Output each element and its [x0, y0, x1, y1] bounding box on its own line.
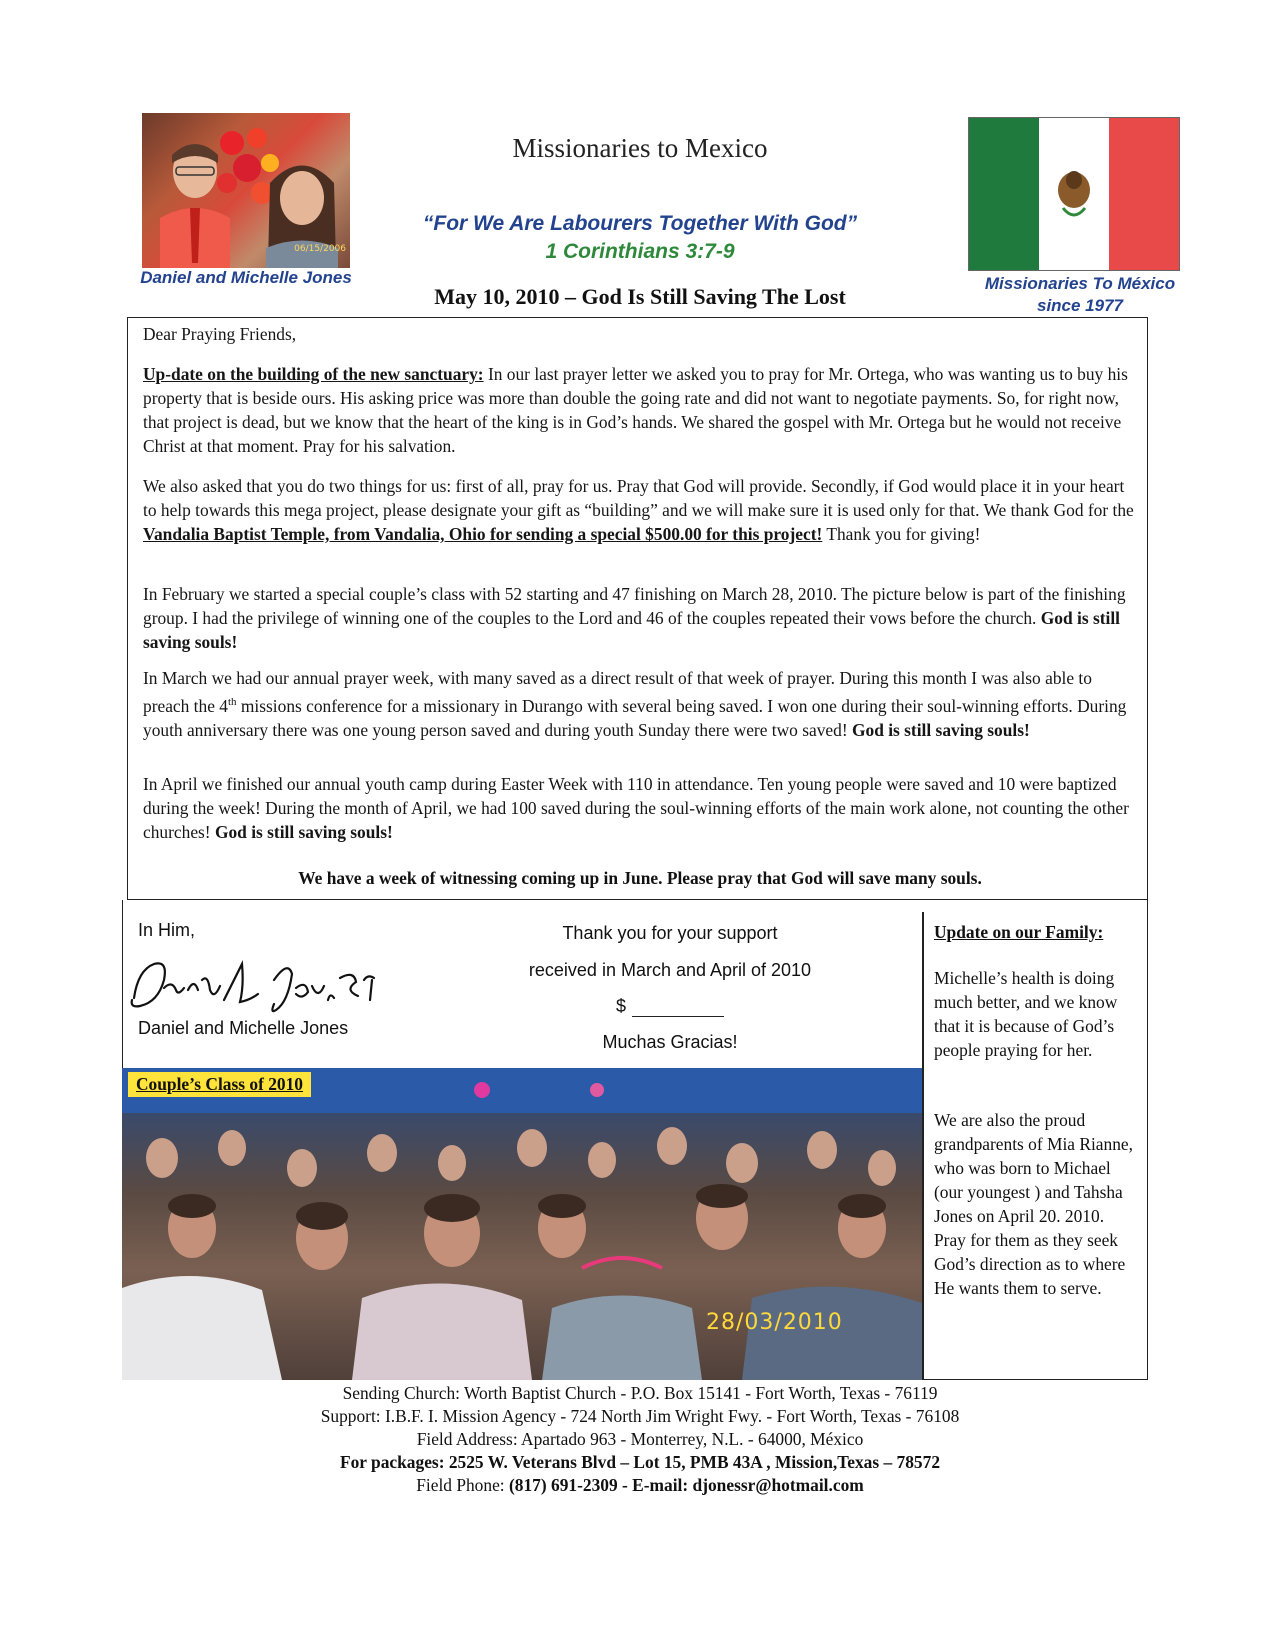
headline: May 10, 2010 – God Is Still Saving The Lost: [434, 284, 846, 309]
prayer-bold: God is still saving souls!: [851, 719, 1030, 740]
amount-blank: [480, 996, 860, 1017]
sanctuary-text: In our last prayer letter we asked you to pray for Mr. Ortega, who was wanting us to buy his property that is beside ours. His asking price was more than double the going rate and did not want to negotiate payments. So, for right now, that project is dead, but we know that the heart of the king is in God’s hands. We shared the gospel with Mr. Ortega but he would not receive Christ at that moment. Pray for his salvation.: [143, 364, 1128, 456]
family-paragraph-1: Michelle’s health is doing much better, and we know that it is because of God’s people praying for her.: [934, 968, 1118, 1060]
paragraph-prayer-week: [143, 666, 1138, 742]
footer-sending-church: Sending Church: Worth Baptist Church - P.O. Box 15141 - Fort Worth, Texas - 76119: [342, 1383, 938, 1403]
photo-label: Couple’s Class of 2010: [128, 1072, 311, 1097]
thanks-line1: Thank you for your support: [562, 923, 778, 943]
packages-address: 2525 W. Veterans Blvd – Lot 15, PMB 43A , Mission,Texas – 78572: [444, 1452, 941, 1472]
family-paragraph-2: We are also the proud grandparents of Mia Rianne, who was born to Michael (our youngest ) and Tahsha Jones on April 20. 2010. Pray for them as they seek God’s direction as to where He wants them to serve.: [934, 1110, 1133, 1298]
photo-date-stamp: 28/03/2010: [706, 1310, 843, 1335]
footer-support: Support: I.B.F. I. Mission Agency - 724 North Jim Wright Fwy. - Fort Worth, Texas - 76108: [320, 1406, 960, 1426]
prayer-text-b: missions conference for a missionary in Durango with several being saved. I won one during their soul-winning efforts. During youth anniversary there was one young person saved and during youth Sunday there were two saved!: [143, 695, 1127, 740]
verse-reference: 1 Corinthians 3:7-9: [545, 240, 735, 263]
phone-label: Field Phone:: [416, 1475, 509, 1495]
prayer-text-a: In March we had our annual prayer week, with many saved as a direct result of that week of prayer. During this month I was also able to preach the 4: [143, 668, 1092, 716]
signer-names: Daniel and Michelle Jones: [138, 1018, 349, 1038]
packages-label: For packages:: [339, 1452, 445, 1472]
closing-line: We have a week of witnessing coming up in June. Please pray that God will save many souls.: [298, 868, 982, 888]
couples-text: In February we started a special couple’s class with 52 starting and 47 finishing on March 28, 2010. The picture below is part of the finishing group. I had the privilege of winning one of the couples to the Lord and 46 of the couples repeated their vows before the church.: [143, 584, 1126, 628]
signoff-greeting: In Him,: [138, 920, 196, 940]
couples-bold: God is still saving souls!: [143, 608, 1120, 652]
currency-symbol: $: [615, 996, 626, 1016]
couple-photo: [142, 113, 350, 268]
flag-caption-line1: Missionaries To México: [984, 274, 1176, 293]
paragraph-building-gift: [143, 474, 1138, 546]
gift-text: We also asked that you do two things for us: first of all, pray for us. Pray that God will provide. Secondly, if God would place it in your heart to help towards this mega project, please designate your gift as “building” and we will make sure it is used only for that. We thank God for the: [143, 476, 1134, 520]
coat-of-arms-icon: [1039, 118, 1109, 268]
paragraph-sanctuary: [143, 362, 1138, 458]
signature-icon: [124, 950, 394, 1020]
footer-packages: [180, 1451, 1100, 1474]
salutation: Dear Praying Friends,: [143, 324, 297, 344]
phone-email: (817) 691-2309 - E-mail: djonessr@hotmail.com: [508, 1475, 864, 1495]
gracias: Muchas Gracias!: [602, 1032, 738, 1052]
family-heading: Update on our Family:: [934, 922, 1104, 942]
paragraph-couples-class: [143, 582, 1138, 654]
page-title: Missionaries to Mexico: [512, 133, 768, 163]
verse-text: “For We Are Labourers Together With God”: [422, 212, 858, 235]
sanctuary-heading: Up-date on the building of the new sanctuary:: [143, 364, 484, 384]
couple-caption: Daniel and Michelle Jones: [140, 268, 352, 287]
ordinal-suffix: th: [227, 696, 237, 708]
flag-caption-line2: since 1977: [1036, 296, 1123, 315]
man-figure: [160, 133, 230, 268]
paragraph-youth-camp: [143, 772, 1138, 844]
photo-date-stamp: 06/15/2006: [294, 244, 346, 254]
camp-bold: God is still saving souls!: [214, 822, 393, 842]
amount-line: [632, 998, 724, 1017]
footer-phone: [180, 1474, 1100, 1497]
flag-caption: [970, 273, 1190, 317]
thanks-line2: received in March and April of 2010: [528, 960, 812, 980]
mexico-flag-icon: [968, 117, 1180, 271]
verse: [390, 210, 890, 266]
column-divider: [922, 912, 924, 1380]
gift-highlight: Vandalia Baptist Temple, from Vandalia, Ohio for sending a special $500.00 for this project!: [143, 524, 823, 544]
camp-text: In April we finished our annual youth camp during Easter Week with 110 in attendance. Ten young people were saved and 10 were baptized during the week! During the month of April, we had 100 saved during the soul-winning efforts of the main work alone, not counting the other churches!: [143, 774, 1129, 842]
footer-field-address: Field Address: Apartado 963 - Monterrey, N.L. - 64000, México: [416, 1429, 864, 1449]
gift-end: Thank you for giving!: [822, 524, 981, 544]
